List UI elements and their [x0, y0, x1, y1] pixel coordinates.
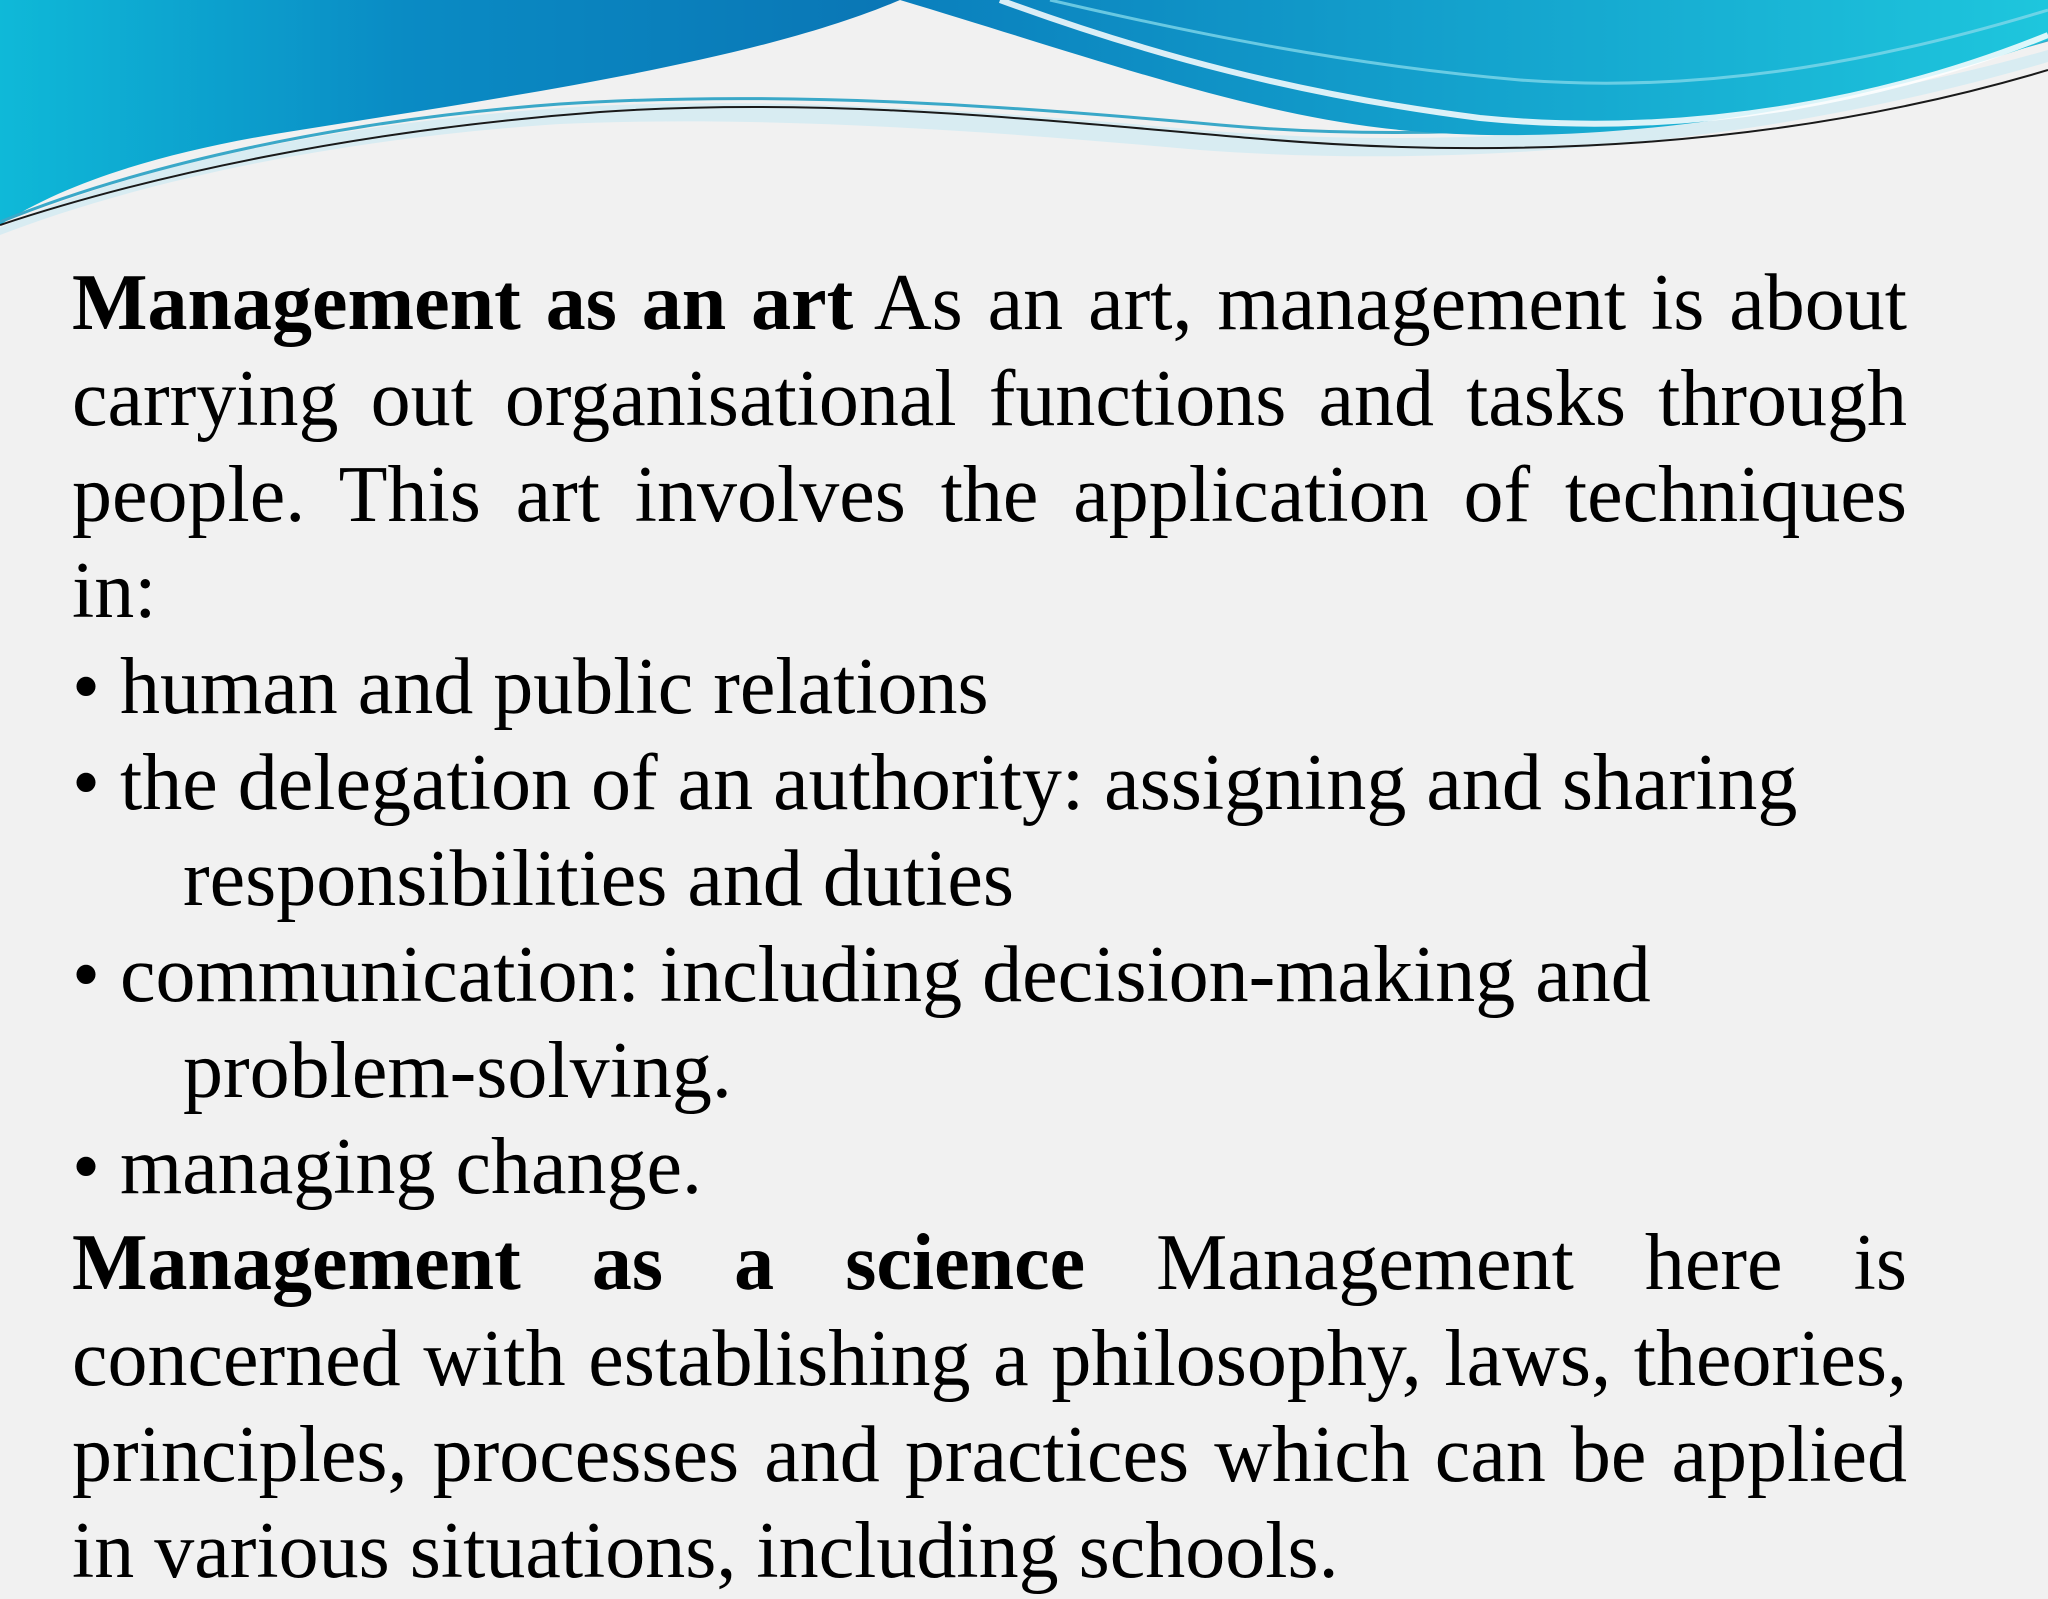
heading-management-science: Management as a science — [72, 1219, 1086, 1307]
paragraph-management-art — [72, 255, 1907, 639]
bullet-icon: • — [72, 1123, 101, 1211]
bullet-icon: • — [72, 739, 101, 827]
bullet-text: communication: including decision-making and problem-solving. — [120, 931, 1651, 1115]
text-management-art: As an art, management is about carrying out organisational functions and tasks through people. This art involves the application of techniques in: — [72, 259, 1908, 635]
paragraph-management-science — [72, 1215, 1907, 1599]
bullet-icon: • — [72, 643, 101, 731]
slide-body — [72, 255, 1907, 1599]
list-item — [72, 639, 1907, 735]
list-item — [72, 927, 1907, 1119]
bullet-text: the delegation of an authority: assigning and sharing responsibilities and duties — [120, 739, 1798, 923]
list-item — [72, 735, 1907, 927]
bullet-text: human and public relations — [120, 643, 989, 731]
bullet-text: managing change. — [120, 1123, 702, 1211]
text-management-science: Management here is concerned with establishing a philosophy, laws, theories, principles, processes and practices which can be applied in various situations, including schools. — [72, 1219, 1907, 1595]
list-item — [72, 1119, 1907, 1215]
heading-management-art: Management as an art — [72, 259, 854, 347]
bullet-icon: • — [72, 931, 101, 1019]
techniques-list — [72, 639, 1907, 1215]
header-wave-decoration — [0, 0, 2048, 240]
